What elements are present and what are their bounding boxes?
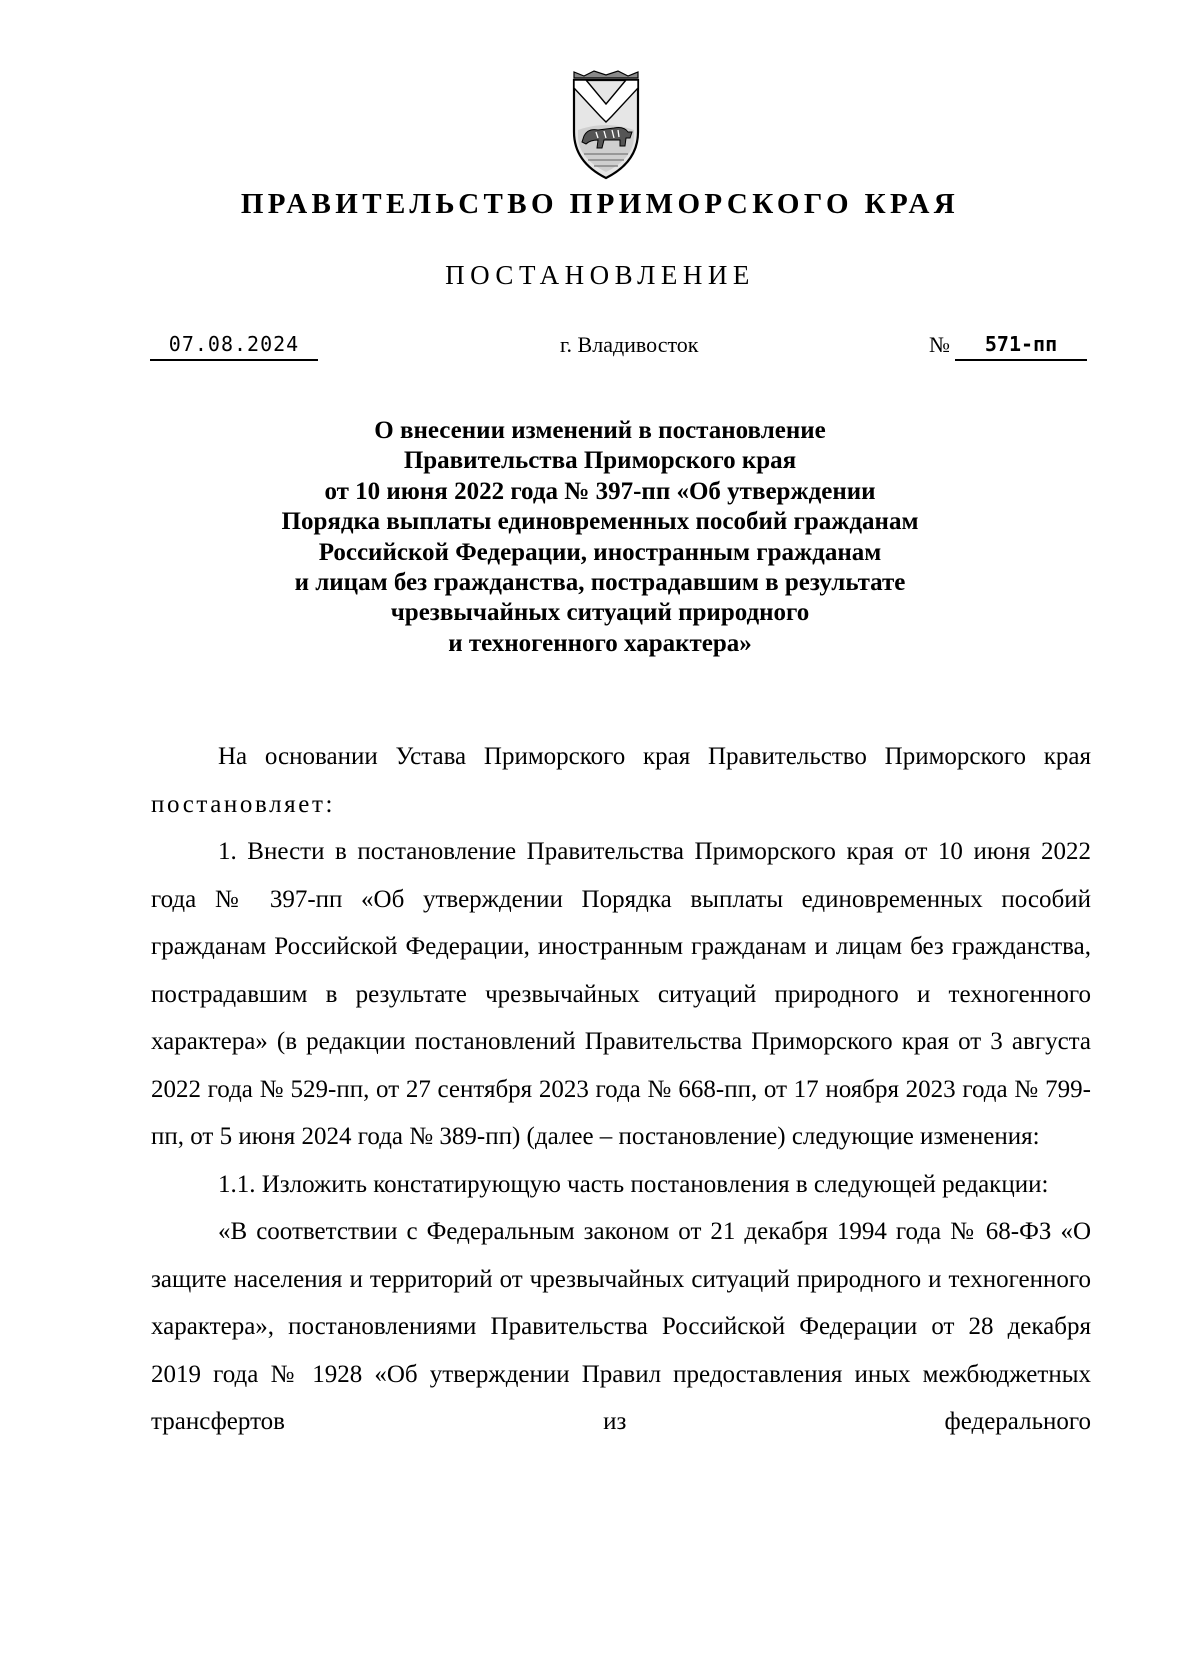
title-line: от 10 июня 2022 года № 397-пп «Об утверждении: [324, 477, 876, 505]
number-sign: №: [929, 332, 950, 357]
document-body: [151, 733, 1091, 1446]
document-type-heading: ПОСТАНОВЛЕНИЕ: [445, 260, 755, 290]
paragraph-item-1: 1. Внести в постановление Правительства Приморского края от 10 июня 2022 года № 397-пп «Об утверждении Порядка выплаты единовременных пособий гражданам Российской Федерации, иностранным гражданам и лицам без гражданства, пострадавшим в результате чрезвычайных ситуаций природного и техногенного характера» (в редакции постановлений Правительства Приморского края от 3 августа 2022 года № 529-пп, от 27 сентября 2023 года № 668-пп, от 17 ноября 2023 года № 799-пп, от 5 июня 2024 года № 389-пп) (далее – постановление) следующие изменения:: [151, 838, 1091, 1150]
title-line: и техногенного характера»: [448, 629, 752, 657]
organization-title: ПРАВИТЕЛЬСТВО ПРИМОРСКОГО КРАЯ: [240, 188, 960, 220]
document-city: г. Владивосток: [560, 332, 699, 357]
document-date: 07.08.2024: [150, 332, 318, 361]
title-line: Порядка выплаты единовременных пособий гражданам: [281, 508, 919, 536]
document-number: 571-пп: [955, 332, 1087, 361]
document-title: [200, 416, 1000, 659]
title-line: Правительства Приморского края: [403, 447, 797, 475]
title-line: чрезвычайных ситуаций природного: [390, 599, 810, 627]
preamble-text: На основании Устава Приморского края Правительство Приморского края: [218, 743, 1091, 770]
coat-of-arms-icon: [568, 70, 644, 182]
preamble-decree-word: постановляет:: [151, 790, 336, 818]
title-line: и лицам без гражданства, пострадавшим в результате: [294, 569, 906, 597]
paragraph-quoted-preamble: «В соответствии с Федеральным законом от 21 декабря 1994 года № 68-ФЗ «О защите населения и территорий от чрезвычайных ситуаций природного и техногенного характера», постановлениями Правительства Российской Федерации от 28 декабря 2019 года № 1928 «Об утверждении Правил предоставления иных межбюджетных трансфертов из федерального: [151, 1218, 1091, 1435]
title-line: О внесении изменений в постановление: [374, 417, 826, 444]
paragraph-preamble: [151, 733, 1091, 828]
paragraph-item-1-1: 1.1. Изложить констатирующую часть постановления в следующей редакции:: [218, 1170, 1049, 1198]
title-line: Российской Федерации, иностранным гражданам: [318, 538, 882, 566]
